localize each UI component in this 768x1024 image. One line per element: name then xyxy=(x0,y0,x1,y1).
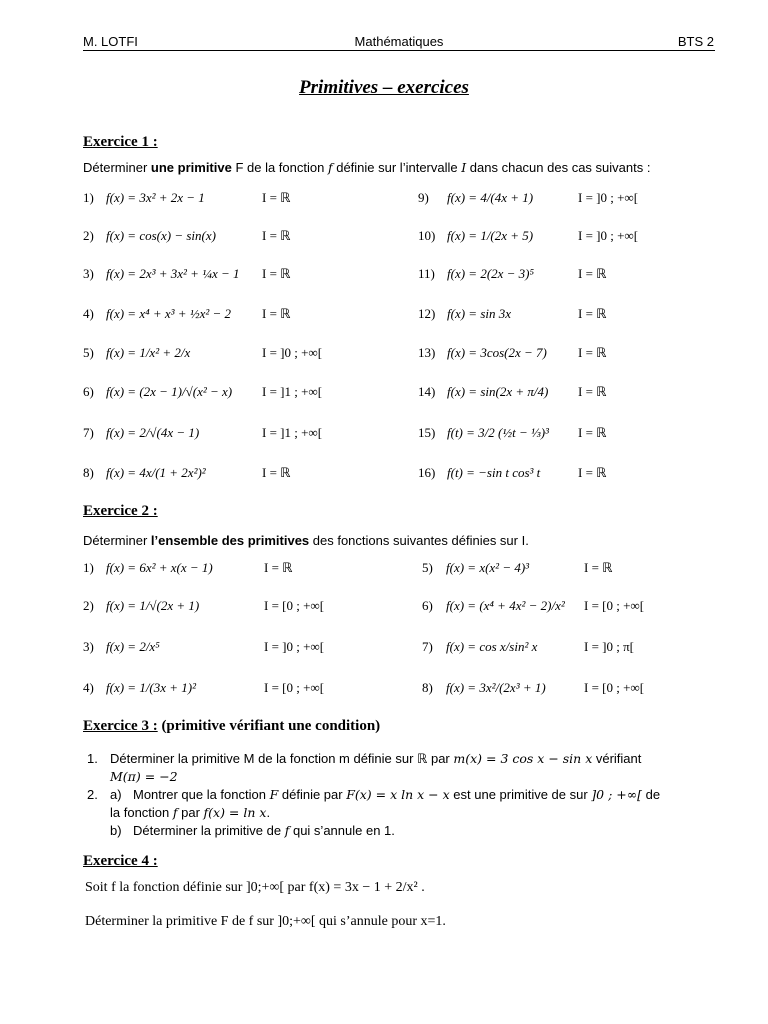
ex1-item-formula: f(x) = x⁴ + x³ + ½x² − 2 xyxy=(106,306,232,321)
ex1-item-number: 10) xyxy=(418,228,436,243)
ex1-item-number: 12) xyxy=(418,306,436,321)
ex2-item-interval: I = [0 ; +∞[ xyxy=(264,680,325,695)
ex1-heading: Exercice 1 : xyxy=(83,134,158,150)
ex2-item-number: 2) xyxy=(83,598,94,613)
ex1-item-formula: f(x) = 1/x² + 2/x xyxy=(106,345,191,360)
ex4-line-1: Soit f la fonction définie sur ]0;+∞[ par f(x) = 3x − 1 + 2/x² . xyxy=(85,880,425,895)
ex2-item-formula: f(x) = 6x² + x(x − 1) xyxy=(106,560,213,575)
ex2-item-number: 6) xyxy=(422,598,433,613)
ex1-item-number: 8) xyxy=(83,465,94,480)
ex1-item-number: 4) xyxy=(83,306,94,321)
ex1-item-formula: f(t) = 3/2 (½t − ⅓)³ xyxy=(447,425,549,440)
ex2-item-number: 5) xyxy=(422,560,433,575)
ex2-item-interval: I = ]0 ; π[ xyxy=(584,639,634,654)
ex1-item-number: 6) xyxy=(83,384,94,399)
ex3-heading: Exercice 3 : (primitive vérifiant une condition) xyxy=(83,718,381,734)
ex3-item-1-condition: M(π) = −2 xyxy=(110,769,178,784)
ex1-item-interval: I = ℝ xyxy=(262,228,291,243)
ex1-item-number: 16) xyxy=(418,465,436,480)
ex1-item-number: 5) xyxy=(83,345,94,360)
ex1-item-interval: I = ℝ xyxy=(262,306,291,321)
page-title: Primitives – exercices xyxy=(299,77,469,98)
ex1-item-interval: I = ℝ xyxy=(578,384,607,399)
ex2-item-interval: I = ℝ xyxy=(584,560,613,575)
ex2-item-number: 1) xyxy=(83,560,94,575)
ex2-item-formula: f(x) = 2/x⁵ xyxy=(106,639,160,654)
ex1-item-interval: I = ℝ xyxy=(262,190,291,205)
ex4-heading: Exercice 4 : xyxy=(83,853,158,869)
ex1-item-number: 1) xyxy=(83,190,94,205)
ex1-item-interval: I = ]1 ; +∞[ xyxy=(262,425,323,440)
ex1-item-interval: I = ℝ xyxy=(578,425,607,440)
ex1-item-formula: f(x) = sin(2x + π/4) xyxy=(447,384,549,399)
ex3-item-number: 1. xyxy=(87,751,98,766)
ex1-item-formula: f(x) = sin 3x xyxy=(447,306,512,321)
ex1-item-formula: f(x) = 4/(4x + 1) xyxy=(447,190,534,205)
ex1-item-interval: I = ℝ xyxy=(262,465,291,480)
ex3-item-1-text: Déterminer la primitive M de la fonction m définie sur ℝ par m(x) = 3 cos x − sin x vérifiant xyxy=(110,751,642,766)
ex1-item-interval: I = ℝ xyxy=(578,345,607,360)
ex1-item-number: 3) xyxy=(83,266,94,281)
ex3-item-number: 2. xyxy=(87,787,98,802)
header-subject: Mathématiques xyxy=(354,34,444,49)
ex2-item-formula: f(x) = (x⁴ + 4x² − 2)/x² xyxy=(446,598,565,613)
ex2-item-formula: f(x) = 1/√(2x + 1) xyxy=(106,598,200,613)
ex1-item-number: 2) xyxy=(83,228,94,243)
ex1-item-number: 7) xyxy=(83,425,94,440)
ex1-item-formula: f(t) = −sin t cos³ t xyxy=(447,465,541,480)
ex1-item-number: 11) xyxy=(418,266,435,281)
ex1-item-interval: I = ]0 ; +∞[ xyxy=(578,228,639,243)
ex2-item-formula: f(x) = x(x² − 4)³ xyxy=(446,560,530,575)
header-level: BTS 2 xyxy=(677,34,714,49)
ex2-item-formula: f(x) = 1/(3x + 1)² xyxy=(106,680,197,695)
ex1-item-formula: f(x) = 2x³ + 3x² + ¼x − 1 xyxy=(106,266,240,281)
ex2-item-formula: f(x) = cos x/sin² x xyxy=(446,639,538,654)
ex3-item-2a-label: a) xyxy=(110,787,122,802)
ex1-item-number: 15) xyxy=(418,425,436,440)
ex2-item-interval: I = [0 ; +∞[ xyxy=(264,598,325,613)
ex2-item-interval: I = ]0 ; +∞[ xyxy=(264,639,325,654)
ex2-instruction: Déterminer l’ensemble des primitives des fonctions suivantes définies sur I. xyxy=(83,533,529,548)
ex1-item-interval: I = ]1 ; +∞[ xyxy=(262,384,323,399)
ex1-item-interval: I = ]0 ; +∞[ xyxy=(262,345,323,360)
ex2-item-number: 3) xyxy=(83,639,94,654)
ex1-item-interval: I = ]0 ; +∞[ xyxy=(578,190,639,205)
ex1-item-formula: f(x) = 4x/(1 + 2x²)² xyxy=(106,465,206,480)
ex1-item-formula: f(x) = 2(2x − 3)⁵ xyxy=(447,266,535,281)
ex1-item-formula: f(x) = 3cos(2x − 7) xyxy=(447,345,547,360)
ex1-item-formula: f(x) = 1/(2x + 5) xyxy=(447,228,534,243)
ex2-item-interval: I = ℝ xyxy=(264,560,293,575)
ex2-heading: Exercice 2 : xyxy=(83,503,158,519)
ex2-item-interval: I = [0 ; +∞[ xyxy=(584,680,645,695)
ex2-item-number: 8) xyxy=(422,680,433,695)
ex1-item-formula: f(x) = 2/√(4x − 1) xyxy=(106,425,200,440)
ex1-item-formula: f(x) = 3x² + 2x − 1 xyxy=(106,190,205,205)
header-rule xyxy=(83,50,715,51)
ex1-item-formula: f(x) = cos(x) − sin(x) xyxy=(106,228,216,243)
ex2-item-formula: f(x) = 3x²/(2x³ + 1) xyxy=(446,680,546,695)
header-author: M. LOTFI xyxy=(83,34,138,49)
ex1-item-number: 14) xyxy=(418,384,436,399)
ex1-item-interval: I = ℝ xyxy=(262,266,291,281)
ex1-item-interval: I = ℝ xyxy=(578,266,607,281)
ex3-item-2b-label: b) xyxy=(110,823,122,838)
ex3-item-2a-text: Montrer que la fonction F définie par F(x) = x ln x − x est une primitive de sur ]0 ; +∞[ de xyxy=(133,787,661,802)
ex1-instruction: Déterminer une primitive F de la fonction f définie sur l’intervalle I dans chacun des cas suivants : xyxy=(83,160,651,175)
ex2-item-interval: I = [0 ; +∞[ xyxy=(584,598,645,613)
ex1-item-interval: I = ℝ xyxy=(578,465,607,480)
ex2-item-number: 7) xyxy=(422,639,433,654)
ex3-item-2a-text-cont: la fonction f par f(x) = ln x. xyxy=(110,805,271,820)
ex2-item-number: 4) xyxy=(83,680,94,695)
ex3-item-2b-text: Déterminer la primitive de f qui s’annule en 1. xyxy=(133,823,395,838)
ex1-item-number: 13) xyxy=(418,345,436,360)
ex1-item-formula: f(x) = (2x − 1)/√(x² − x) xyxy=(106,384,233,399)
ex1-item-number: 9) xyxy=(418,190,429,205)
ex4-line-2: Déterminer la primitive F de f sur ]0;+∞[ qui s’annule pour x=1. xyxy=(85,914,446,929)
ex1-item-interval: I = ℝ xyxy=(578,306,607,321)
